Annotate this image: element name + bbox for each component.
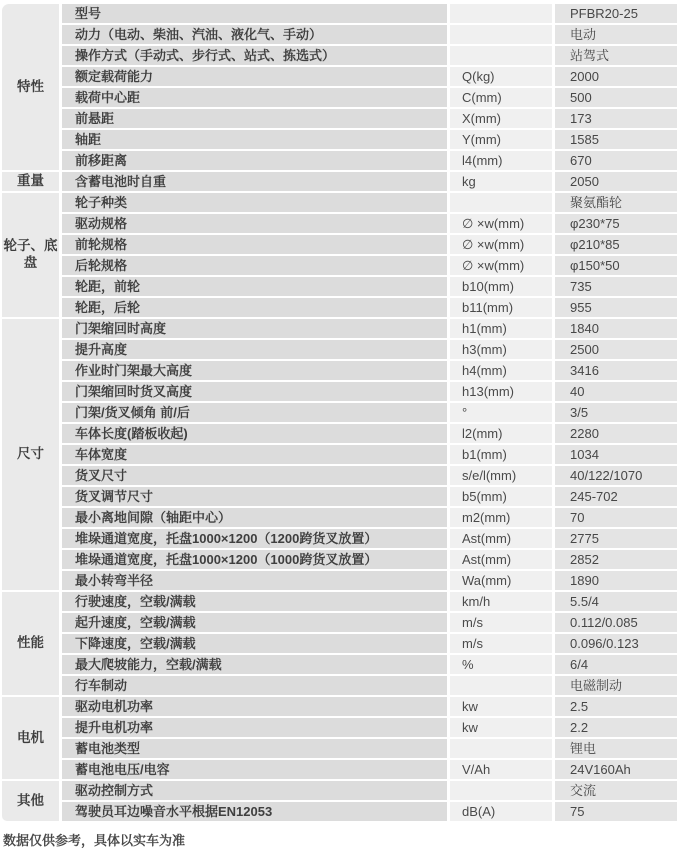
table-row — [2, 256, 677, 275]
spec-table-body — [2, 4, 677, 821]
spec-name-cell: 前悬距 — [62, 109, 447, 128]
value-cell: 735 — [555, 277, 677, 296]
spec-name-cell: 货叉尺寸 — [62, 466, 447, 485]
value-cell: φ230*75 — [555, 214, 677, 233]
unit-cell: ° — [450, 403, 552, 422]
unit-cell: m/s — [450, 613, 552, 632]
unit-cell — [450, 676, 552, 695]
table-row — [2, 46, 677, 65]
spec-name-cell: 堆垛通道宽度，托盘1000×1200（1200跨货叉放置） — [62, 529, 447, 548]
value-cell: 173 — [555, 109, 677, 128]
value-cell: 电动 — [555, 25, 677, 44]
value-cell: 1890 — [555, 571, 677, 590]
spec-name-cell: 驾驶员耳边噪音水平根据EN12053 — [62, 802, 447, 821]
spec-name-cell: 驱动控制方式 — [62, 781, 447, 800]
value-cell: φ210*85 — [555, 235, 677, 254]
table-row — [2, 109, 677, 128]
footer-note: 数据仅供参考，具体以实车为准 — [3, 833, 186, 848]
value-cell: 2.2 — [555, 718, 677, 737]
unit-cell: Ast(mm) — [450, 550, 552, 569]
unit-cell: b10(mm) — [450, 277, 552, 296]
spec-name-cell: 门架缩回时高度 — [62, 319, 447, 338]
unit-cell: Q(kg) — [450, 67, 552, 86]
value-cell: 1034 — [555, 445, 677, 464]
table-row — [2, 298, 677, 317]
unit-cell: V/Ah — [450, 760, 552, 779]
table-row — [2, 319, 677, 338]
table-row — [2, 361, 677, 380]
table-row — [2, 214, 677, 233]
value-cell: 2.5 — [555, 697, 677, 716]
unit-cell — [450, 193, 552, 212]
spec-name-cell: 作业时门架最大高度 — [62, 361, 447, 380]
spec-name-cell: 行驶速度，空载/满载 — [62, 592, 447, 611]
unit-cell: Ast(mm) — [450, 529, 552, 548]
value-cell: 3416 — [555, 361, 677, 380]
spec-name-cell: 操作方式（手动式、步行式、站式、拣选式） — [62, 46, 447, 65]
table-row — [2, 634, 677, 653]
value-cell: 2852 — [555, 550, 677, 569]
spec-name-cell: 最小离地间隙（轴距中心） — [62, 508, 447, 527]
unit-cell: kw — [450, 718, 552, 737]
category-cell: 特性 — [2, 4, 59, 170]
spec-name-cell: 行车制动 — [62, 676, 447, 695]
spec-name-cell: 下降速度，空载/满载 — [62, 634, 447, 653]
unit-cell: h1(mm) — [450, 319, 552, 338]
unit-cell — [450, 4, 552, 23]
spec-table — [0, 2, 680, 823]
unit-cell: Y(mm) — [450, 130, 552, 149]
table-row — [2, 340, 677, 359]
table-row — [2, 592, 677, 611]
value-cell: 电磁制动 — [555, 676, 677, 695]
table-row — [2, 445, 677, 464]
spec-name-cell: 门架/货叉倾角 前/后 — [62, 403, 447, 422]
spec-name-cell: 型号 — [62, 4, 447, 23]
spec-name-cell: 驱动电机功率 — [62, 697, 447, 716]
table-row — [2, 88, 677, 107]
value-cell: φ150*50 — [555, 256, 677, 275]
category-cell: 性能 — [2, 592, 59, 695]
value-cell: 2775 — [555, 529, 677, 548]
spec-name-cell: 车体宽度 — [62, 445, 447, 464]
unit-cell: s/e/l(mm) — [450, 466, 552, 485]
table-row — [2, 4, 677, 23]
unit-cell: b11(mm) — [450, 298, 552, 317]
unit-cell: m/s — [450, 634, 552, 653]
unit-cell — [450, 739, 552, 758]
spec-name-cell: 含蓄电池时自重 — [62, 172, 447, 191]
spec-name-cell: 货叉调节尺寸 — [62, 487, 447, 506]
value-cell: 955 — [555, 298, 677, 317]
table-row — [2, 487, 677, 506]
value-cell: 聚氨酯轮 — [555, 193, 677, 212]
unit-cell: ∅ ×w(mm) — [450, 214, 552, 233]
spec-name-cell: 前移距离 — [62, 151, 447, 170]
spec-name-cell: 车体长度(踏板收起) — [62, 424, 447, 443]
spec-name-cell: 前轮规格 — [62, 235, 447, 254]
table-row — [2, 676, 677, 695]
unit-cell: l4(mm) — [450, 151, 552, 170]
table-row — [2, 466, 677, 485]
value-cell: PFBR20-25 — [555, 4, 677, 23]
value-cell: 2050 — [555, 172, 677, 191]
table-row — [2, 718, 677, 737]
value-cell: 5.5/4 — [555, 592, 677, 611]
unit-cell: l2(mm) — [450, 424, 552, 443]
value-cell: 交流 — [555, 781, 677, 800]
value-cell: 6/4 — [555, 655, 677, 674]
spec-name-cell: 额定载荷能力 — [62, 67, 447, 86]
table-row — [2, 781, 677, 800]
unit-cell: X(mm) — [450, 109, 552, 128]
table-row — [2, 613, 677, 632]
table-row — [2, 760, 677, 779]
value-cell: 40/122/1070 — [555, 466, 677, 485]
value-cell: 3/5 — [555, 403, 677, 422]
table-row — [2, 424, 677, 443]
unit-cell: km/h — [450, 592, 552, 611]
category-cell: 重量 — [2, 172, 59, 191]
table-row — [2, 802, 677, 821]
table-row — [2, 130, 677, 149]
spec-name-cell: 轮子种类 — [62, 193, 447, 212]
table-row — [2, 67, 677, 86]
category-cell: 轮子、底盘 — [2, 193, 59, 317]
category-cell: 尺寸 — [2, 319, 59, 590]
category-cell: 其他 — [2, 781, 59, 821]
spec-name-cell: 堆垛通道宽度，托盘1000×1200（1000跨货叉放置） — [62, 550, 447, 569]
table-row — [2, 529, 677, 548]
spec-name-cell: 驱动规格 — [62, 214, 447, 233]
spec-name-cell: 起升速度，空载/满载 — [62, 613, 447, 632]
table-row — [2, 655, 677, 674]
table-row — [2, 235, 677, 254]
table-row — [2, 571, 677, 590]
value-cell: 2500 — [555, 340, 677, 359]
spec-name-cell: 轴距 — [62, 130, 447, 149]
value-cell: 2280 — [555, 424, 677, 443]
unit-cell: b1(mm) — [450, 445, 552, 464]
table-row — [2, 172, 677, 191]
value-cell: 2000 — [555, 67, 677, 86]
unit-cell: h4(mm) — [450, 361, 552, 380]
spec-name-cell: 门架缩回时货叉高度 — [62, 382, 447, 401]
spec-name-cell: 载荷中心距 — [62, 88, 447, 107]
unit-cell: C(mm) — [450, 88, 552, 107]
unit-cell — [450, 46, 552, 65]
unit-cell — [450, 25, 552, 44]
unit-cell: h3(mm) — [450, 340, 552, 359]
table-row — [2, 151, 677, 170]
table-row — [2, 739, 677, 758]
table-row — [2, 403, 677, 422]
value-cell: 锂电 — [555, 739, 677, 758]
spec-name-cell: 最大爬坡能力，空载/满载 — [62, 655, 447, 674]
unit-cell — [450, 781, 552, 800]
spec-name-cell: 动力（电动、柴油、汽油、液化气、手动） — [62, 25, 447, 44]
value-cell: 40 — [555, 382, 677, 401]
table-row — [2, 697, 677, 716]
table-row — [2, 193, 677, 212]
value-cell: 1585 — [555, 130, 677, 149]
spec-name-cell: 蓄电池电压/电容 — [62, 760, 447, 779]
category-cell: 电机 — [2, 697, 59, 779]
unit-cell: h13(mm) — [450, 382, 552, 401]
table-row — [2, 25, 677, 44]
spec-name-cell: 提升高度 — [62, 340, 447, 359]
table-row — [2, 550, 677, 569]
value-cell: 0.112/0.085 — [555, 613, 677, 632]
unit-cell: kg — [450, 172, 552, 191]
spec-name-cell: 最小转弯半径 — [62, 571, 447, 590]
unit-cell: ∅ ×w(mm) — [450, 235, 552, 254]
table-row — [2, 508, 677, 527]
spec-name-cell: 轮距，后轮 — [62, 298, 447, 317]
table-row — [2, 382, 677, 401]
unit-cell: kw — [450, 697, 552, 716]
table-row — [2, 277, 677, 296]
unit-cell: ∅ ×w(mm) — [450, 256, 552, 275]
spec-name-cell: 提升电机功率 — [62, 718, 447, 737]
value-cell: 24V160Ah — [555, 760, 677, 779]
unit-cell: Wa(mm) — [450, 571, 552, 590]
unit-cell: b5(mm) — [450, 487, 552, 506]
value-cell: 670 — [555, 151, 677, 170]
value-cell: 500 — [555, 88, 677, 107]
unit-cell: dB(A) — [450, 802, 552, 821]
value-cell: 0.096/0.123 — [555, 634, 677, 653]
unit-cell: m2(mm) — [450, 508, 552, 527]
spec-name-cell: 轮距，前轮 — [62, 277, 447, 296]
spec-name-cell: 后轮规格 — [62, 256, 447, 275]
spec-name-cell: 蓄电池类型 — [62, 739, 447, 758]
value-cell: 站驾式 — [555, 46, 677, 65]
value-cell: 70 — [555, 508, 677, 527]
value-cell: 1840 — [555, 319, 677, 338]
value-cell: 245-702 — [555, 487, 677, 506]
unit-cell: % — [450, 655, 552, 674]
value-cell: 75 — [555, 802, 677, 821]
